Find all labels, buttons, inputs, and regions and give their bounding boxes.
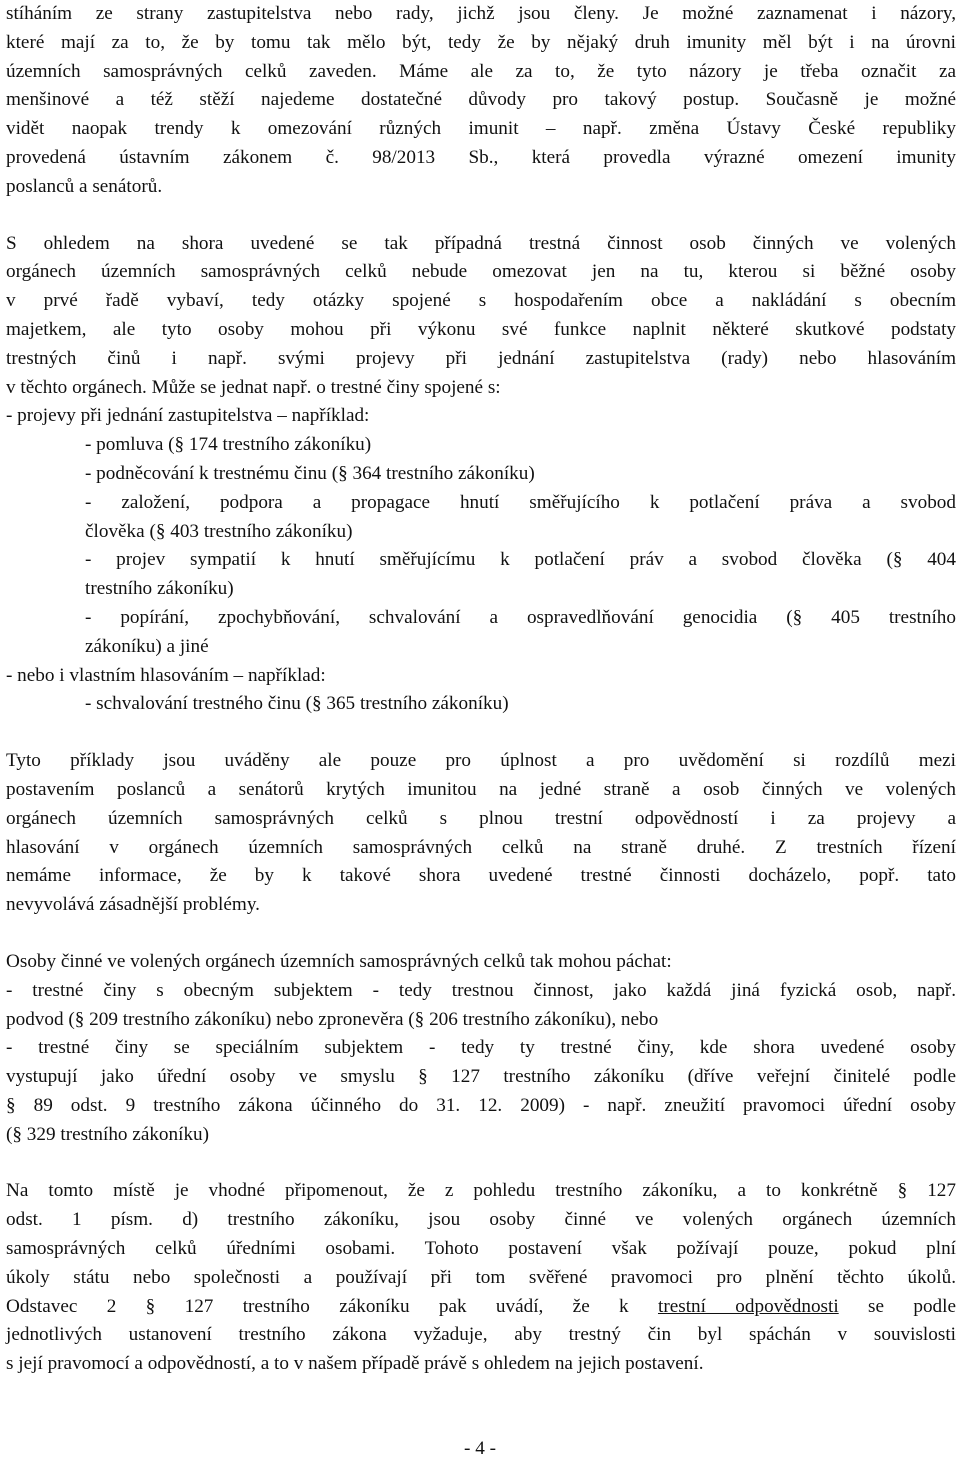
- text-line: majetkem, ale tyto osoby mohou při výkonu své funkce naplnit některé skutkové podstaty: [6, 318, 956, 340]
- text-line: § 89 odst. 9 trestního zákona účinného do 31. 12. 2009) - např. zneužití pravomoci úřední osoby: [6, 1094, 956, 1116]
- text-line: s její pravomocí a odpovědností, a to v našem případě právě s ohledem na jejich postavení.: [6, 1353, 704, 1375]
- text-line: provedená ústavním zákonem č. 98/2013 Sb., která provedla výrazné omezení imunity: [6, 146, 956, 168]
- text-line: menšinové a též stěží najedeme dostatečné důvody pro takový postup. Současně je možné: [6, 89, 956, 111]
- text-line: trestných činů i např. svými projevy při jednání zastupitelstva (rady) nebo hlasováním: [6, 347, 956, 369]
- document-page: [6, 0, 956, 1407]
- paragraph-official-persons: [6, 1177, 956, 1379]
- text-fragment: Odstavec 2 § 127 trestního zákoníku pak uvádí, že k: [6, 1295, 658, 1317]
- text-line: postavením poslanců a senátorů krytých imunitou na jedné straně a osob činných ve volených: [6, 778, 956, 800]
- text-line: S ohledem na shora uvedené se tak případná trestná činnost osob činných ve volených: [6, 232, 956, 254]
- text-line: úkoly státu nebo společnosti a používají při tom svěřené pravomoci pro plnění těchto úkolů.: [6, 1266, 956, 1288]
- text-line: Osoby činné ve volených orgánech územních samosprávných celků tak mohou páchat:: [6, 950, 672, 972]
- text-line: - trestné činy s obecným subjektem - tedy trestnou činnost, jako každá jiná fyzická osob, např.: [6, 979, 956, 1001]
- list-item: - založení, podpora a propagace hnutí směřujícího k potlačení práva a svobod: [85, 491, 956, 513]
- list-heading-voting: - nebo i vlastním hlasováním – například:: [6, 664, 326, 686]
- list-item: - podněcování k trestnému činu (§ 364 trestního zákoníku): [85, 462, 535, 484]
- list-item: - pomluva (§ 174 trestního zákoníku): [85, 434, 372, 456]
- text-line: které mají za to, že by tomu tak mělo být, tedy že by nějaký druh imunity měl být i na úrovni: [6, 31, 956, 53]
- page-number: - 4 -: [464, 1438, 496, 1459]
- list-item-continued: trestního zákoníku): [85, 578, 234, 600]
- list-item: - projev sympatií k hnutí směřujícímu k potlačení práv a svobod člověka (§ 404: [85, 549, 956, 571]
- list-item: - schvalování trestného činu (§ 365 trestního zákoníku): [85, 693, 509, 715]
- paragraph-offense-types: [6, 948, 956, 1150]
- text-line-with-link: [6, 1293, 956, 1322]
- list-item-continued: člověka (§ 403 trestního zákoníku): [85, 520, 353, 542]
- text-line: vystupují jako úřední osoby ve smyslu § 127 trestního zákoníku (dříve veřejní činitelé podle: [6, 1066, 956, 1088]
- text-line: Tyto příklady jsou uváděny ale pouze pro úplnost a pro uvědomění si rozdílů mezi: [6, 750, 956, 772]
- text-line: podvod (§ 209 trestního zákoníku) nebo zpronevěra (§ 206 trestního zákoníku), nebo: [6, 1008, 659, 1030]
- text-line: orgánech územních samosprávných celků nebude omezovat jen na tu, kterou si běžné osoby: [6, 261, 956, 283]
- text-line: (§ 329 trestního zákoníku): [6, 1123, 210, 1145]
- list-item: - popírání, zpochybňování, schvalování a ospravedlňování genocidia (§ 405 trestního: [85, 606, 956, 628]
- paragraph-criminal-activity: [6, 230, 956, 720]
- list-item-continued: zákoníku) a jiné: [85, 635, 209, 657]
- paragraph-immunity-views: [6, 0, 956, 202]
- text-line: samosprávných celků úředními osobami. Tohoto postavení však požívají pouze, pokud plní: [6, 1238, 956, 1260]
- text-line: hlasování v orgánech územních samosprávných celků na straně druhé. Z trestních řízení: [6, 836, 956, 858]
- paragraph-examples-note: [6, 747, 956, 920]
- text-line: nevyvolává zásadnější problémy.: [6, 894, 260, 916]
- text-line: Na tomto místě je vhodné připomenout, že z pohledu trestního zákoníku, a to konkrétně § 127: [6, 1180, 956, 1202]
- text-fragment: se podle: [838, 1295, 956, 1317]
- text-line: nemáme informace, že by k takové shora uvedené trestné činnosti docházelo, popř. tato: [6, 865, 956, 887]
- text-line: územních samosprávných celků zaveden. Máme ale za to, že tyto názory je třeba označit za: [6, 60, 956, 82]
- text-line: v těchto orgánech. Může se jednat např. o trestné činy spojené s:: [6, 376, 501, 398]
- list-heading-speeches: - projevy při jednání zastupitelstva – například:: [6, 405, 370, 427]
- text-line: orgánech územních samosprávných celků s plnou trestní odpovědností i za projevy a: [6, 807, 956, 829]
- text-line: jednotlivých ustanovení trestního zákona vyžaduje, aby trestný čin byl spáchán v souvislosti: [6, 1324, 956, 1346]
- text-line: vidět naopak trendy k omezování různých imunit – např. změna Ústavy České republiky: [6, 118, 956, 140]
- underlined-term: trestní odpovědnosti: [657, 1295, 839, 1317]
- text-line: v prvé řadě vybaví, tedy otázky spojené s hospodařením obce a nakládání s obecním: [6, 290, 956, 312]
- text-line: - trestné činy se speciálním subjektem - tedy ty trestné činy, kde shora uvedené osoby: [6, 1037, 956, 1059]
- text-line: odst. 1 písm. d) trestního zákoníku, jsou osoby činné ve volených orgánech územních: [6, 1209, 956, 1231]
- text-line: poslanců a senátorů.: [6, 175, 163, 197]
- text-line: stíháním ze strany zastupitelstva nebo rady, jichž jsou členy. Je možné zaznamenat i názory,: [6, 3, 956, 24]
